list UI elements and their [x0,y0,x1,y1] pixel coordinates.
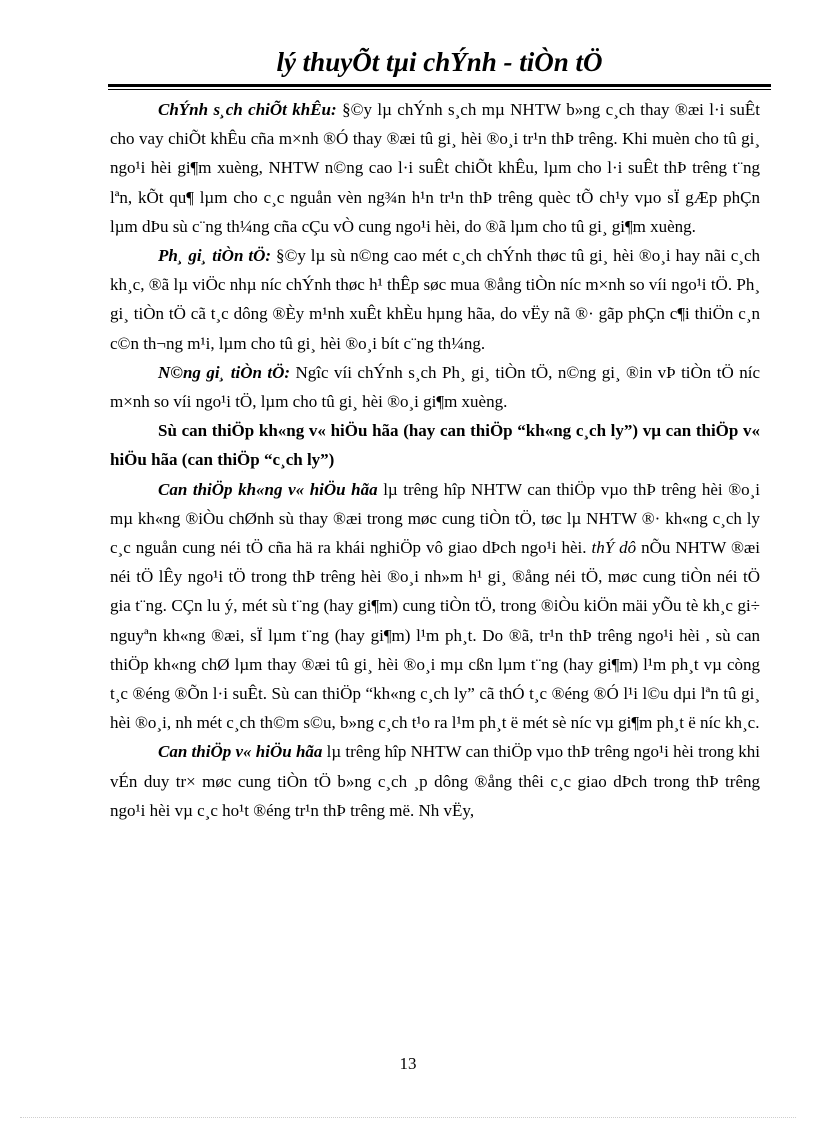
paragraph-chiet-khau [110,95,760,241]
term-pha-gia: Ph¸ gi¸ tiÒn tÖ: [158,246,272,266]
paragraph-text: §©y lµ sù n©ng cao mét c¸ch chÝnh thøc tû gi¸ hèi ®o¸i hay nãi c¸ch kh¸c, ®ã lµ viÖc nhµ níc chÝnh thøc h¹ thÊp søc mua ®ång tiÒn níc m×nh so víi ngo¹i tÖ. Ph¸ gi¸ tiÒn tÖ cã t¸c dông ®Èy m¹nh xuÊt khÈu hµng hãa, do vËy nã ®· gãp phÇn c¶i thiÖn c¸n c©n th¬ng m¹i, lµm cho tû gi¸ hèi ®o¸i bít c¨ng th¼ng. [110,246,760,353]
paragraph-text-continued: nÕu NHTW ®æi néi tÖ lÊy ngo¹i tÖ trong thÞ trêng hèi ®o¸i nh»m h¹ gi¸ ®ång néi tÖ, møc cung tiÒn néi tÖ gia t¨ng. CÇn lu ý, mét sù t¨ng (hay gi¶m) cung tiÒn tÖ, trong ®iÒu kiÖn mäi yÕu tè kh¸c gi÷ nguyªn kh«ng ®æi, sÏ lµm t¨ng (hay gi¶m) l¹m ph¸t. Do ®ã, tr¹n thÞ trêng ngo¹i hèi , sù can thiÖp kh«ng chØ lµm thay ®æi tû gi¸ hèi ®o¸i mµ cßn lµm t¨ng (hay gi¶m) l¹m ph¸t vµ còng t¸c ®éng ®Õn l·i suÊt. Sù can thiÖp “kh«ng c¸ch ly” cã thÓ t¸c ®éng ®Ó l¹i l©u dµi lªn tû gi¸ hèi ®o¸i, nh mét c¸ch th©m s©u, b»ng c¸ch t¹o ra l¹m ph¸t ë mét sè níc vµ gi¶m ph¸t ë níc kh¸c. [110,538,760,733]
header-rule-thin [108,89,771,90]
term-khong-vo-hieu-hoa: Can thiÖp kh«ng v« hiÖu hãa [158,479,378,499]
paragraph-text: Ngîc víi chÝnh s¸ch Ph¸ gi¸ tiÒn tÖ, n©ng gi¸ ®in vÞ tiÒn tÖ níc m×nh so víi ngo¹i tÖ, lµm cho tû gi¸ hèi ®o¸i gi¶m xuèng. [110,362,760,412]
paragraph-text: §©y lµ chÝnh s¸ch mµ NHTW b»ng c¸ch thay ®æi l·i suÊt cho vay chiÕt khÊu cña m×nh ®Ó thay ®æi tû gi¸ hèi ®o¸i tr¹n thÞ trêng. Khi muèn cho tû gi¸ ngo¹i hèi gi¶m xuèng, NHTW n©ng cao l·i suÊt chiÕt khÊu, lµm cho l·i suÊt thÞ trêng t¨ng lªn, kÕt qu¶ lµm cho c¸c nguån vèn ng¾n h¹n tr¹n thÞ trêng quèc tÕ ch¹y vµo sÏ gÆp phÇn lµm dÞu sù c¨ng th¼ng cña cÇu vÒ cung ngo¹i hèi, do ®ã lµm cho tû gi¸ gi¶m xuèng. [110,100,761,236]
paragraph-khong-vo-hieu-hoa [110,475,760,738]
paragraph-text: lµ trêng hîp NHTW can thiÖp vµo thÞ trêng ngo¹i hèi trong khi vÉn duy tr× møc cung tiÒn tÖ b»ng c¸ch ¸p dông ®ång thêi c¸c giao dÞch trong thÞ trêng ngo¹i hèi vµ c¸c ho¹t ®éng tr¹n thÞ trêng më. Nh vËy, [110,742,760,820]
header-rule-thick [108,84,771,87]
section-heading: Sù can thiÖp kh«ng v« hiÖu hãa (hay can thiÖp “kh«ng c¸ch ly”) vµ can thiÖp v« hiÖu hãa (can thiÖp “c¸ch ly”) [110,421,760,470]
paragraph-vo-hieu-hoa [110,737,760,825]
paragraph-text: lµ trêng hîp NHTW can thiÖp vµo thÞ trêng hèi ®o¸i mµ kh«ng ®iÒu chØnh sù thay ®æi trong møc cung tiÒn tÖ, tøc lµ NHTW ®· kh«ng c¸ch ly c¸c nguån cung néi tÖ cña hä ra khái nghiÖp vô giao dÞch ngo¹i hèi. [110,479,760,558]
paragraph-nang-gia [110,358,760,416]
paragraph-pha-gia [110,241,760,358]
body-text [110,95,760,825]
term-nang-gia: N©ng gi¸ tiÒn tÖ: [158,362,291,382]
term-chiet-khau: ChÝnh s¸ch chiÕt khÊu: [158,100,337,119]
footer-rule [20,1117,796,1118]
term-vo-hieu-hoa: Can thiÖp v« hiÖu hãa [158,742,323,762]
emphasis-thi-du: thÝ dô [591,538,637,558]
page-number: 13 [399,1054,417,1073]
page-header-title: lý thuyÕt tµi chÝnh - tiÒn tÖ [276,47,603,77]
